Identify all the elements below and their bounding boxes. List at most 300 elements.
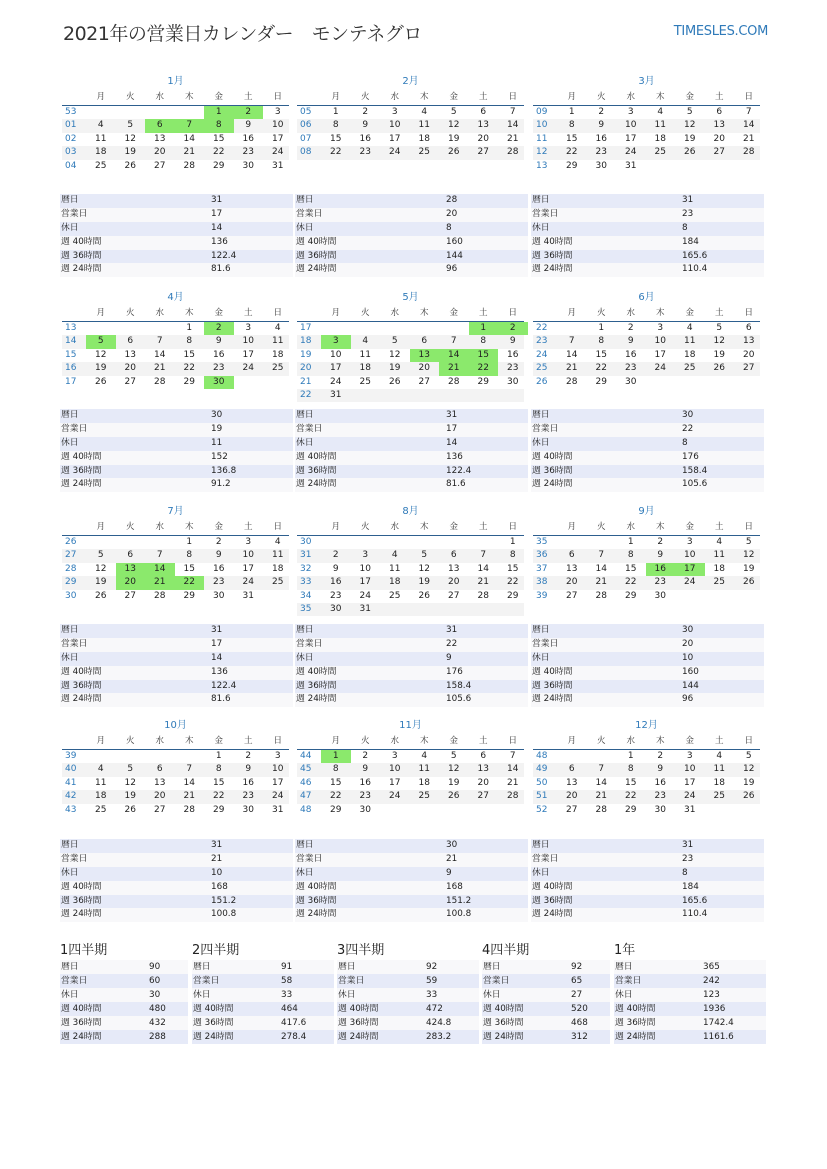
day-cell[interactable]: 11 <box>95 133 107 144</box>
day-cell[interactable]: 26 <box>448 791 460 802</box>
day-cell[interactable]: 19 <box>713 349 725 360</box>
day-cell[interactable]: 20 <box>154 147 166 158</box>
day-cell[interactable]: 18 <box>418 133 430 144</box>
day-cell[interactable]: 15 <box>625 777 637 788</box>
day-cell[interactable]: 9 <box>332 563 339 574</box>
day-cell[interactable]: 20 <box>418 363 430 374</box>
day-cell[interactable]: 3 <box>362 550 369 561</box>
day-cell[interactable]: 27 <box>566 804 578 815</box>
day-cell[interactable]: 8 <box>509 550 516 561</box>
day-cell[interactable]: 6 <box>568 764 575 775</box>
day-cell[interactable]: 27 <box>448 590 460 601</box>
day-cell[interactable]: 21 <box>477 577 489 588</box>
day-cell[interactable]: 2 <box>215 537 222 547</box>
day-cell[interactable]: 15 <box>566 133 578 144</box>
day-cell[interactable]: 19 <box>95 363 107 374</box>
day-cell[interactable]: 4 <box>97 120 104 131</box>
day-cell[interactable]: 31 <box>330 389 342 400</box>
day-cell[interactable]: 25 <box>272 363 284 374</box>
day-cell[interactable]: 27 <box>743 363 755 374</box>
day-cell[interactable]: 26 <box>95 376 107 387</box>
holiday-day-cell[interactable]: 13 <box>410 349 440 362</box>
holiday-day-cell[interactable]: 2 <box>234 106 264 119</box>
day-cell[interactable]: 26 <box>448 147 460 158</box>
day-cell[interactable]: 25 <box>418 147 430 158</box>
day-cell[interactable]: 11 <box>95 777 107 788</box>
day-cell[interactable]: 21 <box>183 147 195 158</box>
day-cell[interactable]: 24 <box>625 147 637 158</box>
day-cell[interactable]: 27 <box>713 147 725 158</box>
day-cell[interactable]: 8 <box>332 120 339 131</box>
day-cell[interactable]: 20 <box>713 133 725 144</box>
day-cell[interactable]: 15 <box>330 133 342 144</box>
day-cell[interactable]: 20 <box>566 791 578 802</box>
day-cell[interactable]: 26 <box>418 590 430 601</box>
day-cell[interactable]: 29 <box>330 804 342 815</box>
day-cell[interactable]: 14 <box>154 349 166 360</box>
day-cell[interactable]: 7 <box>745 107 752 117</box>
day-cell[interactable]: 10 <box>330 349 342 360</box>
holiday-day-cell[interactable]: 20 <box>116 576 146 589</box>
day-cell[interactable]: 7 <box>598 550 605 561</box>
day-cell[interactable]: 18 <box>389 577 401 588</box>
day-cell[interactable]: 11 <box>359 349 371 360</box>
day-cell[interactable]: 15 <box>183 563 195 574</box>
day-cell[interactable]: 2 <box>627 323 634 333</box>
day-cell[interactable]: 2 <box>657 751 664 761</box>
day-cell[interactable]: 6 <box>745 323 752 333</box>
day-cell[interactable]: 2 <box>332 550 339 561</box>
day-cell[interactable]: 19 <box>743 563 755 574</box>
day-cell[interactable]: 10 <box>684 764 696 775</box>
day-cell[interactable]: 31 <box>272 804 284 815</box>
day-cell[interactable]: 12 <box>448 764 460 775</box>
day-cell[interactable]: 1 <box>186 537 193 547</box>
day-cell[interactable]: 28 <box>595 804 607 815</box>
day-cell[interactable]: 12 <box>743 764 755 775</box>
day-cell[interactable]: 4 <box>657 107 664 117</box>
day-cell[interactable]: 6 <box>127 550 134 561</box>
day-cell[interactable]: 28 <box>566 376 578 387</box>
day-cell[interactable]: 2 <box>657 537 664 547</box>
day-cell[interactable]: 17 <box>272 777 284 788</box>
day-cell[interactable]: 26 <box>124 804 136 815</box>
day-cell[interactable]: 16 <box>213 349 225 360</box>
day-cell[interactable]: 9 <box>657 764 664 775</box>
holiday-day-cell[interactable]: 30 <box>204 376 234 389</box>
day-cell[interactable]: 28 <box>154 590 166 601</box>
day-cell[interactable]: 12 <box>684 120 696 131</box>
day-cell[interactable]: 14 <box>595 563 607 574</box>
day-cell[interactable]: 23 <box>625 363 637 374</box>
day-cell[interactable]: 5 <box>716 323 723 333</box>
day-cell[interactable]: 12 <box>95 563 107 574</box>
day-cell[interactable]: 3 <box>274 107 281 117</box>
day-cell[interactable]: 5 <box>421 550 428 561</box>
day-cell[interactable]: 7 <box>450 336 457 347</box>
day-cell[interactable]: 9 <box>362 764 369 775</box>
day-cell[interactable]: 25 <box>95 160 107 171</box>
day-cell[interactable]: 28 <box>507 147 519 158</box>
day-cell[interactable]: 20 <box>477 777 489 788</box>
day-cell[interactable]: 18 <box>418 777 430 788</box>
day-cell[interactable]: 24 <box>684 791 696 802</box>
day-cell[interactable]: 29 <box>566 160 578 171</box>
holiday-day-cell[interactable]: 22 <box>469 362 499 375</box>
day-cell[interactable]: 8 <box>186 550 193 561</box>
day-cell[interactable]: 27 <box>418 376 430 387</box>
day-cell[interactable]: 14 <box>743 120 755 131</box>
holiday-day-cell[interactable]: 13 <box>116 563 146 576</box>
day-cell[interactable]: 10 <box>242 550 254 561</box>
day-cell[interactable]: 15 <box>625 563 637 574</box>
day-cell[interactable]: 12 <box>418 563 430 574</box>
day-cell[interactable]: 3 <box>686 537 693 547</box>
day-cell[interactable]: 18 <box>95 791 107 802</box>
day-cell[interactable]: 25 <box>418 791 430 802</box>
day-cell[interactable]: 17 <box>389 133 401 144</box>
day-cell[interactable]: 31 <box>684 804 696 815</box>
day-cell[interactable]: 5 <box>745 537 752 547</box>
day-cell[interactable]: 8 <box>627 550 634 561</box>
day-cell[interactable]: 15 <box>507 563 519 574</box>
day-cell[interactable]: 28 <box>507 791 519 802</box>
day-cell[interactable]: 23 <box>213 577 225 588</box>
day-cell[interactable]: 11 <box>418 120 430 131</box>
day-cell[interactable]: 23 <box>242 147 254 158</box>
day-cell[interactable]: 21 <box>507 777 519 788</box>
day-cell[interactable]: 24 <box>272 147 284 158</box>
day-cell[interactable]: 4 <box>274 323 281 333</box>
day-cell[interactable]: 7 <box>509 107 516 117</box>
day-cell[interactable]: 23 <box>595 147 607 158</box>
site-logo-link[interactable]: TIMESLES.COM <box>673 24 768 39</box>
day-cell[interactable]: 16 <box>507 349 519 360</box>
day-cell[interactable]: 21 <box>566 363 578 374</box>
day-cell[interactable]: 1 <box>627 537 634 547</box>
day-cell[interactable]: 3 <box>391 107 398 117</box>
holiday-day-cell[interactable]: 17 <box>675 563 705 576</box>
day-cell[interactable]: 5 <box>450 107 457 117</box>
day-cell[interactable]: 18 <box>359 363 371 374</box>
day-cell[interactable]: 7 <box>509 751 516 761</box>
day-cell[interactable]: 14 <box>477 563 489 574</box>
day-cell[interactable]: 8 <box>186 336 193 347</box>
day-cell[interactable]: 16 <box>242 133 254 144</box>
day-cell[interactable]: 24 <box>684 577 696 588</box>
holiday-day-cell[interactable]: 14 <box>145 563 175 576</box>
holiday-day-cell[interactable]: 2 <box>204 322 234 335</box>
day-cell[interactable]: 29 <box>213 804 225 815</box>
day-cell[interactable]: 16 <box>213 563 225 574</box>
day-cell[interactable]: 3 <box>391 751 398 761</box>
day-cell[interactable]: 6 <box>421 336 428 347</box>
day-cell[interactable]: 24 <box>389 147 401 158</box>
day-cell[interactable]: 13 <box>154 777 166 788</box>
day-cell[interactable]: 15 <box>595 349 607 360</box>
day-cell[interactable]: 30 <box>625 376 637 387</box>
day-cell[interactable]: 13 <box>566 777 578 788</box>
day-cell[interactable]: 11 <box>713 764 725 775</box>
day-cell[interactable]: 23 <box>242 791 254 802</box>
day-cell[interactable]: 10 <box>389 120 401 131</box>
day-cell[interactable]: 30 <box>242 160 254 171</box>
day-cell[interactable]: 29 <box>477 376 489 387</box>
holiday-day-cell[interactable]: 15 <box>469 349 499 362</box>
day-cell[interactable]: 4 <box>716 537 723 547</box>
day-cell[interactable]: 8 <box>332 764 339 775</box>
day-cell[interactable]: 28 <box>448 376 460 387</box>
day-cell[interactable]: 17 <box>359 577 371 588</box>
day-cell[interactable]: 8 <box>568 120 575 131</box>
day-cell[interactable]: 17 <box>330 363 342 374</box>
day-cell[interactable]: 6 <box>568 550 575 561</box>
day-cell[interactable]: 22 <box>625 791 637 802</box>
day-cell[interactable]: 3 <box>627 107 634 117</box>
day-cell[interactable]: 31 <box>272 160 284 171</box>
day-cell[interactable]: 13 <box>713 120 725 131</box>
day-cell[interactable]: 15 <box>330 777 342 788</box>
day-cell[interactable]: 18 <box>713 777 725 788</box>
day-cell[interactable]: 11 <box>684 336 696 347</box>
day-cell[interactable]: 13 <box>124 349 136 360</box>
holiday-day-cell[interactable]: 16 <box>646 563 676 576</box>
day-cell[interactable]: 4 <box>421 107 428 117</box>
day-cell[interactable]: 21 <box>183 791 195 802</box>
day-cell[interactable]: 15 <box>183 349 195 360</box>
holiday-day-cell[interactable]: 21 <box>439 362 469 375</box>
day-cell[interactable]: 25 <box>95 804 107 815</box>
holiday-day-cell[interactable]: 1 <box>321 750 351 763</box>
day-cell[interactable]: 9 <box>362 120 369 131</box>
day-cell[interactable]: 24 <box>242 577 254 588</box>
day-cell[interactable]: 19 <box>418 577 430 588</box>
day-cell[interactable]: 26 <box>684 147 696 158</box>
day-cell[interactable]: 13 <box>448 563 460 574</box>
day-cell[interactable]: 29 <box>625 804 637 815</box>
day-cell[interactable]: 10 <box>654 336 666 347</box>
day-cell[interactable]: 7 <box>186 764 193 775</box>
day-cell[interactable]: 14 <box>183 133 195 144</box>
day-cell[interactable]: 25 <box>713 791 725 802</box>
day-cell[interactable]: 2 <box>362 107 369 117</box>
day-cell[interactable]: 13 <box>743 336 755 347</box>
day-cell[interactable]: 18 <box>713 563 725 574</box>
day-cell[interactable]: 24 <box>359 590 371 601</box>
day-cell[interactable]: 24 <box>330 376 342 387</box>
holiday-day-cell[interactable]: 1 <box>204 106 234 119</box>
day-cell[interactable]: 30 <box>330 603 342 614</box>
day-cell[interactable]: 6 <box>716 107 723 117</box>
day-cell[interactable]: 7 <box>480 550 487 561</box>
day-cell[interactable]: 3 <box>245 537 252 547</box>
day-cell[interactable]: 22 <box>330 147 342 158</box>
day-cell[interactable]: 15 <box>213 777 225 788</box>
holiday-day-cell[interactable]: 3 <box>321 335 351 348</box>
day-cell[interactable]: 30 <box>654 590 666 601</box>
day-cell[interactable]: 20 <box>154 791 166 802</box>
day-cell[interactable]: 26 <box>124 160 136 171</box>
day-cell[interactable]: 19 <box>124 791 136 802</box>
day-cell[interactable]: 25 <box>359 376 371 387</box>
day-cell[interactable]: 3 <box>657 323 664 333</box>
day-cell[interactable]: 26 <box>95 590 107 601</box>
day-cell[interactable]: 23 <box>213 363 225 374</box>
day-cell[interactable]: 17 <box>242 563 254 574</box>
day-cell[interactable]: 23 <box>330 590 342 601</box>
day-cell[interactable]: 2 <box>362 751 369 761</box>
day-cell[interactable]: 18 <box>684 349 696 360</box>
day-cell[interactable]: 7 <box>568 336 575 347</box>
day-cell[interactable]: 28 <box>183 160 195 171</box>
day-cell[interactable]: 1 <box>598 323 605 333</box>
day-cell[interactable]: 30 <box>595 160 607 171</box>
day-cell[interactable]: 19 <box>124 147 136 158</box>
day-cell[interactable]: 1 <box>509 537 516 547</box>
day-cell[interactable]: 9 <box>598 120 605 131</box>
day-cell[interactable]: 5 <box>391 336 398 347</box>
day-cell[interactable]: 30 <box>242 804 254 815</box>
day-cell[interactable]: 11 <box>272 550 284 561</box>
day-cell[interactable]: 29 <box>213 160 225 171</box>
day-cell[interactable]: 4 <box>362 336 369 347</box>
day-cell[interactable]: 11 <box>389 563 401 574</box>
day-cell[interactable]: 5 <box>127 764 134 775</box>
day-cell[interactable]: 5 <box>127 120 134 131</box>
day-cell[interactable]: 9 <box>245 120 252 131</box>
holiday-day-cell[interactable]: 21 <box>145 576 175 589</box>
day-cell[interactable]: 26 <box>743 791 755 802</box>
day-cell[interactable]: 12 <box>95 349 107 360</box>
day-cell[interactable]: 16 <box>359 133 371 144</box>
day-cell[interactable]: 1 <box>568 107 575 117</box>
day-cell[interactable]: 22 <box>213 147 225 158</box>
day-cell[interactable]: 22 <box>566 147 578 158</box>
day-cell[interactable]: 19 <box>684 133 696 144</box>
day-cell[interactable]: 17 <box>684 777 696 788</box>
day-cell[interactable]: 10 <box>359 563 371 574</box>
day-cell[interactable]: 23 <box>359 791 371 802</box>
day-cell[interactable]: 24 <box>654 363 666 374</box>
day-cell[interactable]: 14 <box>566 349 578 360</box>
day-cell[interactable]: 8 <box>215 764 222 775</box>
day-cell[interactable]: 17 <box>242 349 254 360</box>
day-cell[interactable]: 14 <box>595 777 607 788</box>
day-cell[interactable]: 22 <box>330 791 342 802</box>
day-cell[interactable]: 9 <box>245 764 252 775</box>
day-cell[interactable]: 18 <box>95 147 107 158</box>
day-cell[interactable]: 2 <box>245 751 252 761</box>
day-cell[interactable]: 14 <box>183 777 195 788</box>
day-cell[interactable]: 12 <box>713 336 725 347</box>
day-cell[interactable]: 26 <box>389 376 401 387</box>
day-cell[interactable]: 11 <box>713 550 725 561</box>
day-cell[interactable]: 19 <box>743 777 755 788</box>
day-cell[interactable]: 19 <box>95 577 107 588</box>
day-cell[interactable]: 23 <box>507 363 519 374</box>
day-cell[interactable]: 21 <box>595 577 607 588</box>
day-cell[interactable]: 21 <box>507 133 519 144</box>
holiday-day-cell[interactable]: 2 <box>498 322 528 335</box>
day-cell[interactable]: 1 <box>332 107 339 117</box>
day-cell[interactable]: 21 <box>595 791 607 802</box>
day-cell[interactable]: 6 <box>156 764 163 775</box>
day-cell[interactable]: 9 <box>627 336 634 347</box>
day-cell[interactable]: 6 <box>127 336 134 347</box>
day-cell[interactable]: 11 <box>654 120 666 131</box>
day-cell[interactable]: 26 <box>713 363 725 374</box>
day-cell[interactable]: 21 <box>154 363 166 374</box>
day-cell[interactable]: 19 <box>389 363 401 374</box>
day-cell[interactable]: 4 <box>391 550 398 561</box>
day-cell[interactable]: 25 <box>272 577 284 588</box>
day-cell[interactable]: 13 <box>566 563 578 574</box>
day-cell[interactable]: 24 <box>389 791 401 802</box>
holiday-day-cell[interactable]: 14 <box>439 349 469 362</box>
day-cell[interactable]: 26 <box>743 577 755 588</box>
day-cell[interactable]: 17 <box>389 777 401 788</box>
day-cell[interactable]: 17 <box>654 349 666 360</box>
day-cell[interactable]: 21 <box>743 133 755 144</box>
day-cell[interactable]: 9 <box>509 336 516 347</box>
day-cell[interactable]: 20 <box>743 349 755 360</box>
day-cell[interactable]: 23 <box>654 577 666 588</box>
day-cell[interactable]: 22 <box>595 363 607 374</box>
day-cell[interactable]: 27 <box>124 376 136 387</box>
day-cell[interactable]: 28 <box>183 804 195 815</box>
day-cell[interactable]: 27 <box>477 791 489 802</box>
day-cell[interactable]: 17 <box>625 133 637 144</box>
day-cell[interactable]: 9 <box>657 550 664 561</box>
day-cell[interactable]: 29 <box>595 376 607 387</box>
holiday-day-cell[interactable]: 6 <box>145 119 175 132</box>
day-cell[interactable]: 27 <box>477 147 489 158</box>
day-cell[interactable]: 27 <box>154 804 166 815</box>
day-cell[interactable]: 16 <box>242 777 254 788</box>
day-cell[interactable]: 1 <box>215 751 222 761</box>
day-cell[interactable]: 5 <box>745 751 752 761</box>
day-cell[interactable]: 10 <box>625 120 637 131</box>
day-cell[interactable]: 10 <box>242 336 254 347</box>
day-cell[interactable]: 18 <box>272 349 284 360</box>
day-cell[interactable]: 19 <box>448 777 460 788</box>
day-cell[interactable]: 28 <box>743 147 755 158</box>
day-cell[interactable]: 22 <box>183 363 195 374</box>
day-cell[interactable]: 16 <box>359 777 371 788</box>
day-cell[interactable]: 29 <box>507 590 519 601</box>
day-cell[interactable]: 29 <box>183 376 195 387</box>
day-cell[interactable]: 23 <box>654 791 666 802</box>
day-cell[interactable]: 24 <box>272 791 284 802</box>
day-cell[interactable]: 14 <box>507 120 519 131</box>
day-cell[interactable]: 6 <box>480 107 487 117</box>
day-cell[interactable]: 13 <box>477 120 489 131</box>
day-cell[interactable]: 22 <box>507 577 519 588</box>
holiday-day-cell[interactable]: 22 <box>175 576 205 589</box>
day-cell[interactable]: 25 <box>389 590 401 601</box>
day-cell[interactable]: 6 <box>480 751 487 761</box>
day-cell[interactable]: 24 <box>242 363 254 374</box>
day-cell[interactable]: 7 <box>156 336 163 347</box>
day-cell[interactable]: 16 <box>654 777 666 788</box>
day-cell[interactable]: 7 <box>156 550 163 561</box>
day-cell[interactable]: 5 <box>450 751 457 761</box>
day-cell[interactable]: 13 <box>154 133 166 144</box>
day-cell[interactable]: 25 <box>684 363 696 374</box>
day-cell[interactable]: 13 <box>477 764 489 775</box>
day-cell[interactable]: 9 <box>215 550 222 561</box>
day-cell[interactable]: 27 <box>566 590 578 601</box>
